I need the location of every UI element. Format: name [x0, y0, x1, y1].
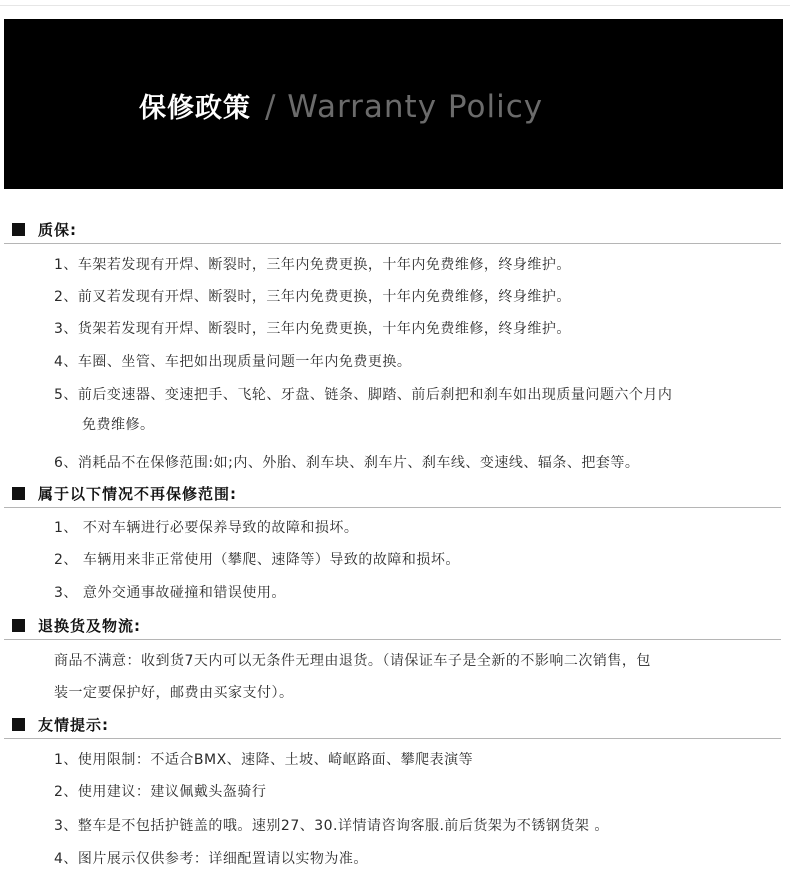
section-divider [4, 639, 781, 640]
list-item: 1、使用限制：不适合BMX、速降、土坡、崎岖路面、攀爬表演等 [54, 752, 474, 768]
title-chinese: 保修政策 [139, 93, 251, 124]
list-item: 1、车架若发现有开焊、断裂时，三年内免费更换，十年内免费维修，终身维护。 [54, 257, 571, 273]
page-title [139, 86, 543, 125]
list-item: 4、车圈、坐管、车把如出现质量问题一年内免费更换。 [54, 354, 412, 370]
section-divider [4, 243, 781, 244]
section-heading [12, 614, 141, 636]
list-item: 5、前后变速器、变速把手、飞轮、牙盘、链条、脚踏、前后刹把和刹车如出现质量问题六个月内 [54, 387, 673, 403]
paragraph-line: 装一定要保护好，邮费由买家支付）。 [54, 685, 294, 701]
section-divider [4, 507, 781, 508]
list-item: 2、使用建议：建议佩戴头盔骑行 [54, 784, 267, 800]
list-item: 2、前叉若发现有开焊、断裂时，三年内免费更换，十年内免费维修，终身维护。 [54, 289, 571, 305]
title-english: / Warranty Policy [265, 89, 544, 125]
list-item: 3、 意外交通事故碰撞和错误使用。 [54, 585, 286, 601]
section-heading [12, 218, 77, 240]
section-label: 友情提示: [38, 715, 109, 734]
section-heading [12, 713, 109, 735]
section-label: 质保: [38, 220, 77, 239]
list-item-continuation: 免费维修。 [82, 417, 155, 433]
bullet-square-icon [12, 619, 25, 632]
section-divider [4, 738, 781, 739]
bullet-square-icon [12, 718, 25, 731]
section-label: 退换货及物流: [38, 616, 141, 635]
section-heading [12, 482, 237, 504]
list-item: 4、图片展示仅供参考：详细配置请以实物为准。 [54, 851, 368, 867]
list-item: 6、消耗品不在保修范围:如;内、外胎、刹车块、刹车片、刹车线、变速线、辐条、把套等。 [54, 455, 640, 471]
bullet-square-icon [12, 223, 25, 236]
list-item: 2、 车辆用来非正常使用（攀爬、速降等）导致的故障和损坏。 [54, 552, 460, 568]
paragraph-line: 商品不满意：收到货7天内可以无条件无理由退货。（请保证车子是全新的不影响二次销售，包 [54, 653, 651, 669]
top-divider [0, 5, 790, 6]
bullet-square-icon [12, 487, 25, 500]
list-item: 3、货架若发现有开焊、断裂时，三年内免费更换，十年内免费维修，终身维护。 [54, 321, 571, 337]
list-item: 1、 不对车辆进行必要保养导致的故障和损坏。 [54, 520, 359, 536]
list-item: 3、整车是不包括护链盖的哦。速别27、30.详情请咨询客服.前后货架为不锈钢货架 。 [54, 818, 609, 834]
section-label: 属于以下情况不再保修范围: [38, 484, 237, 503]
